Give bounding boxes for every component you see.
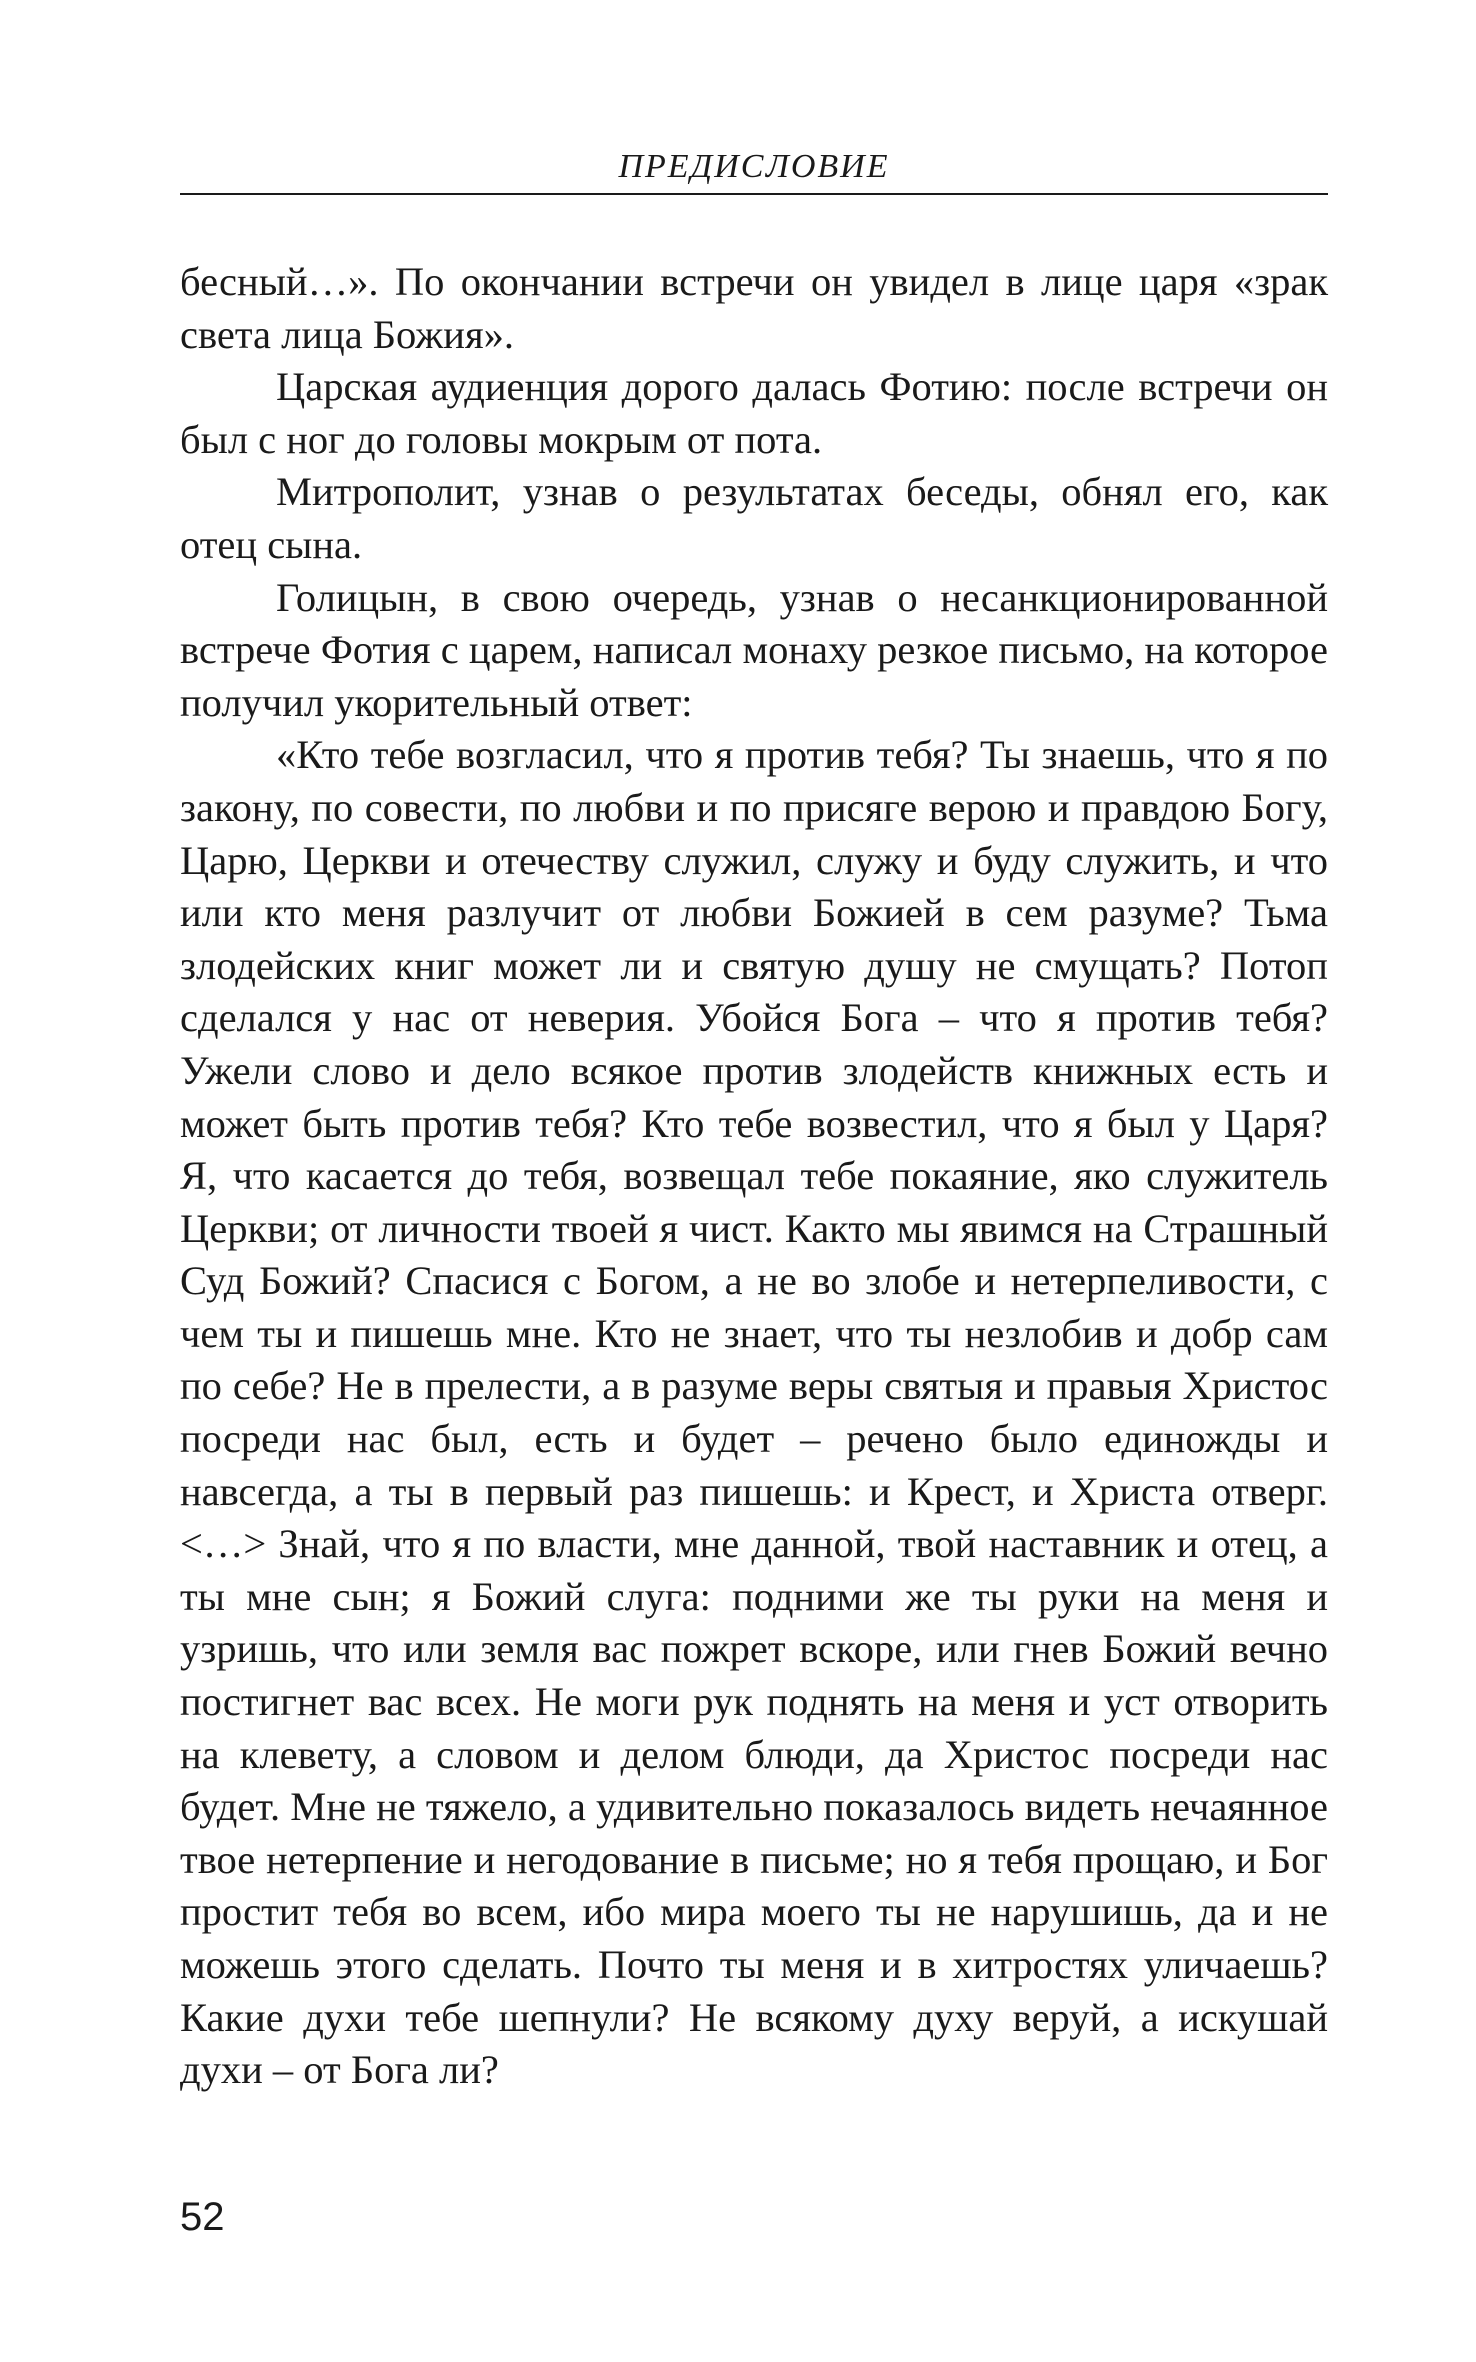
page-number: 52 [180,2195,225,2239]
paragraph: Митрополит, узнав о результатах беседы, обнял его, как отец сына. [180,469,1328,567]
paragraph-continued: бесный…». По окончании встречи он увидел в лице царя «зрак света лица Божия». [180,259,1328,357]
paragraph: Голицын, в свою очередь, узнав о несанкционированной встрече Фотия с царем, написал монаху резкое письмо, на которое получил укорительный ответ: [180,574,1328,725]
running-head: ПРЕДИСЛОВИЕ [618,148,890,185]
body-text [180,256,1328,2097]
paragraph: Царская аудиенция дорого далась Фотию: после встречи он был с ног до головы мокрым от пота. [180,364,1328,462]
header-rule [180,193,1328,195]
quoted-letter-paragraph: «Кто тебе возгласил, что я против тебя? Ты знаешь, что я по закону, по совести, по любви и по присяге верою и правдою Богу, Царю, Церкви и отечеству служил, служу и буду служить, и что или кто меня разлучит от любви Божией в сем разуме? Тьма злодейских книг может ли и святую душу не смущать? Потоп сделался у нас от неверия. Убойся Бога – что я против тебя? Ужели слово и дело всякое против злодейств книжных есть и может быть против тебя? Кто тебе возвестил, что я был у Царя? Я, что касается до тебя, возвещал тебе покаяние, яко служитель Церкви; от личности твоей я чист. Както мы явимся на Страшный Суд Божий? Спасися с Богом, а не во злобе и нетерпеливости, с чем ты и пишешь мне. Кто не знает, что ты незлобив и добр сам по себе? Не в прелести, а в разуме веры святыя и правыя Христос посреди нас был, есть и будет – речено было единожды и навсегда, а ты в первый раз пишешь: и Крест, и Христа отверг. <…> Знай, что я по власти, мне данной, твой наставник и отец, а ты мне сын; я Божий слуга: подними же ты руки на меня и узришь, что или земля вас пожрет вскоре, или гнев Божий вечно постигнет вас всех. Не моги рук поднять на меня и уст отворить на клевету, а словом и делом блюди, да Христос посреди нас будет. Мне не тяжело, а удивительно показалось видеть нечаянное твое нетерпение и негодование в письме; но я тебя прощаю, и Бог простит тебя во всем, ибо мира моего ты не нарушишь, да и не можешь этого сделать. Почто ты меня и в хитростях уличаешь? Какие духи тебе шепнули? Не всякому духу веруй, а искушай духи – от Бога ли? [180,732,1328,2093]
